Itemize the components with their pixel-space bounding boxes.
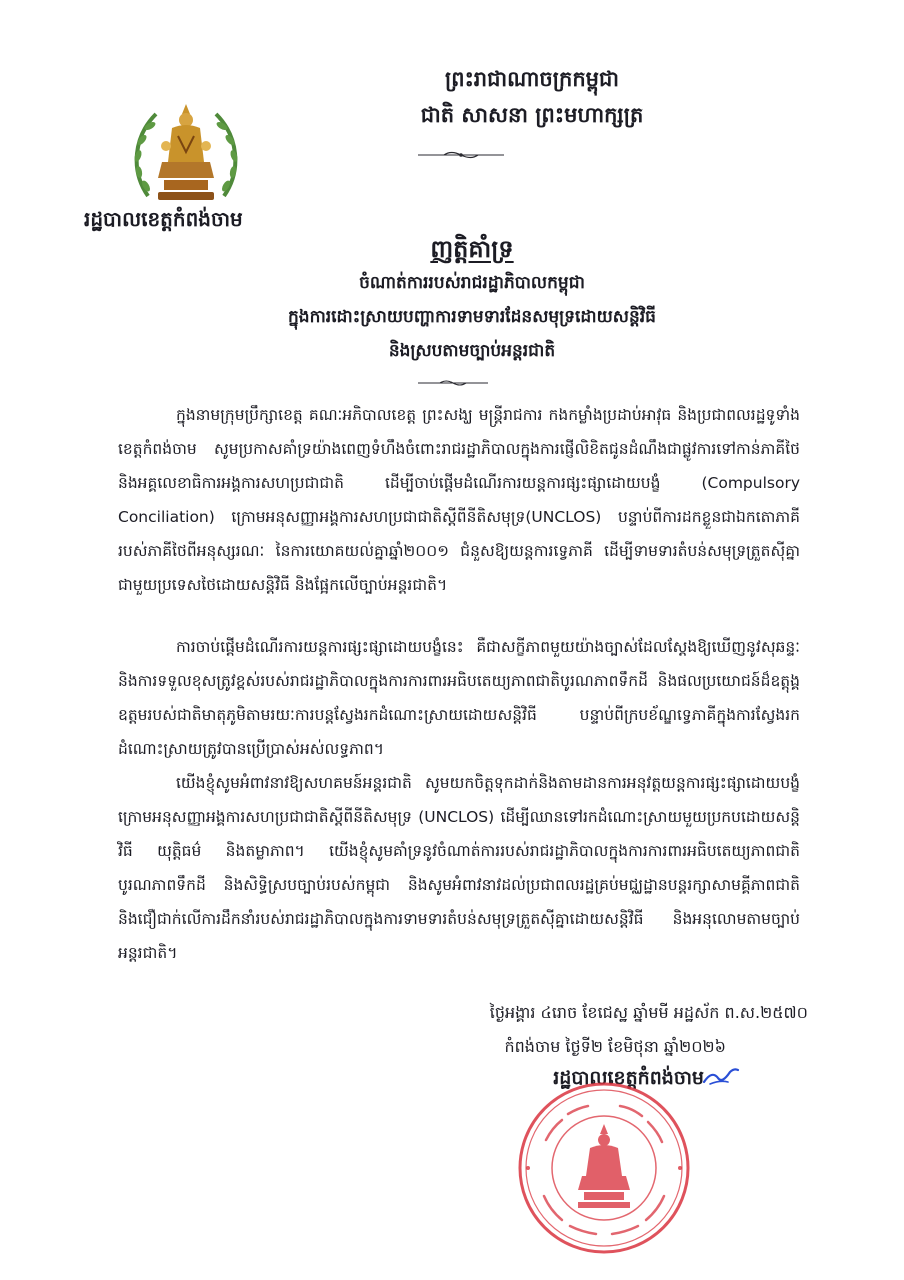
paragraph-text: យើងខ្ញុំសូមអំពាវនាវឱ្យសហគមន៍អន្តរជាតិ សូមយកចិត្តទុកដាក់និងតាមដានការអនុវត្តយន្តការផ្សះផ្សាដោយបង្ខំក្រោមអនុសញ្ញាអង្គការសហប្រជាជាតិស្តីពីនីតិសមុទ្រ (UNCLOS) ដើម្បីឈានទៅរកដំណោះស្រាយមួយប្រកបដោយសន្តិវិធី យុត្តិធម៌ និងតម្លាភាព។ យើងខ្ញុំសូមគាំទ្រនូវចំណាត់ការរបស់រាជរដ្ឋាភិបាលក្នុងការការពារអធិបតេយ្យភាពជាតិ បូរណភាពទឹកដី និងសិទ្ធិស្របច្បាប់របស់កម្ពុជា និងសូមអំពាវនាវដល់ប្រជាពលរដ្ឋគ្រប់មជ្ឈដ្ឋានបន្តរក្សាសាមគ្គីភាពជាតិនិងជឿជាក់លើការដឹកនាំរបស់រាជរដ្ឋាភិបាលក្នុងការទាមទារតំបន់សមុទ្រត្រួតស៊ីគ្នាដោយសន្តិវិធី និងអនុលោមតាមច្បាប់អន្តរជាតិ។ (118, 774, 800, 962)
signatory-authority: រដ្ឋបាលខេត្តកំពង់ចាម (553, 1067, 704, 1089)
paragraph-text: ក្នុងនាមក្រុមប្រឹក្សាខេត្ត គណៈអភិបាលខេត្ត ព្រះសង្ឃ មន្ត្រីរាជការ កងកម្លាំងប្រដាប់អាវុធ និងប្រជាពលរដ្ឋទូទាំងខេត្តកំពង់ចាម សូមប្រកាសគាំទ្រយ៉ាងពេញទំហឹងចំពោះរាជរដ្ឋាភិបាលក្នុងការផ្ញើលិខិតជូនដំណឹងជាផ្លូវការទៅកាន់ភាគីថៃ និងអគ្គលេខាធិការអង្គការសហប្រជាជាតិ ដើម្បីចាប់ផ្តើមដំណើរការយន្តការផ្សះផ្សាដោយបង្ខំ (Compulsory Conciliation) ក្រោមអនុសញ្ញាអង្គការសហប្រជាជាតិស្តីពីនីតិសមុទ្រ(UNCLOS) បន្ទាប់ពីការដកខ្លួនជាឯកតោភាគីរបស់ភាគីថៃពីអនុស្សរណៈ នៃការយោគយល់គ្នាឆ្នាំ២០០១ ជំនួសឱ្យយន្តការទ្វេភាគី ដើម្បីទាមទារតំបន់សមុទ្រត្រួតស៊ីគ្នាជាមួយប្រទេសថៃដោយសន្តិវិធី និងផ្អែកលើច្បាប់អន្តរជាតិ។ (118, 406, 800, 594)
document-title: ញត្តិគាំទ្រ (430, 235, 514, 263)
motto-divider (418, 150, 504, 160)
paragraph-text: ការចាប់ផ្តើមដំណើរការយន្តការផ្សះផ្សាដោយបង្ខំនេះ គឺជាសក្ខីភាពមួយយ៉ាងច្បាស់ដែលស្តែងឱ្យឃើញនូវសុឆន្ទៈ និងការទទួលខុសត្រូវខ្ពស់របស់រាជរដ្ឋាភិបាលក្នុងការការពារអធិបតេយ្យភាពជាតិបូរណភាពទឹកដី និងផលប្រយោជន៍ដ៏ឧត្តុង្គឧត្តមរបស់ជាតិមាតុភូមិតាមរយៈការបន្តស្វែងរកដំណោះស្រាយដោយសន្តិវិធី បន្ទាប់ពីក្របខ័ណ្ឌទ្វេភាគីក្នុងការស្វែងរកដំណោះស្រាយត្រូវបានប្រើប្រាស់អស់លទ្ធភាព។ (118, 638, 800, 758)
handwritten-signature (700, 1064, 740, 1090)
body-paragraph-2 (118, 630, 800, 766)
lunar-date: ថ្ងៃអង្គារ ៤រោច ខែជេស្ឋ ឆ្នាំមមី អដ្ឋស័ក ព.ស.២៥៧០ (489, 1003, 808, 1022)
body-paragraph-1 (118, 398, 800, 602)
kingdom-heading: ព្រះរាជាណាចក្រកម្ពុជា (444, 67, 619, 91)
national-motto: ជាតិ សាសនា ព្រះមហាក្សត្រ (420, 103, 644, 127)
subtitle-line-2: ក្នុងការដោះស្រាយបញ្ហាការទាមទារដែនសមុទ្រដោយសន្តិវិធី (288, 307, 656, 327)
subtitle-line-1: ចំណាត់ការរបស់រាជរដ្ឋាភិបាលកម្ពុជា (359, 273, 585, 293)
subtitle-line-3: និងស្របតាមច្បាប់អន្តរជាតិ (388, 341, 556, 361)
place-and-date: កំពង់ចាម ថ្ងៃទី២ ខែមិថុនា ឆ្នាំ២០២៦ (504, 1037, 726, 1056)
royal-emblem-logo (128, 100, 244, 208)
title-divider (418, 378, 488, 388)
official-seal-stamp (516, 1080, 692, 1256)
body-paragraph-3 (118, 766, 800, 970)
issuing-authority: រដ្ឋបាលខេត្តកំពង់ចាម (84, 207, 243, 231)
